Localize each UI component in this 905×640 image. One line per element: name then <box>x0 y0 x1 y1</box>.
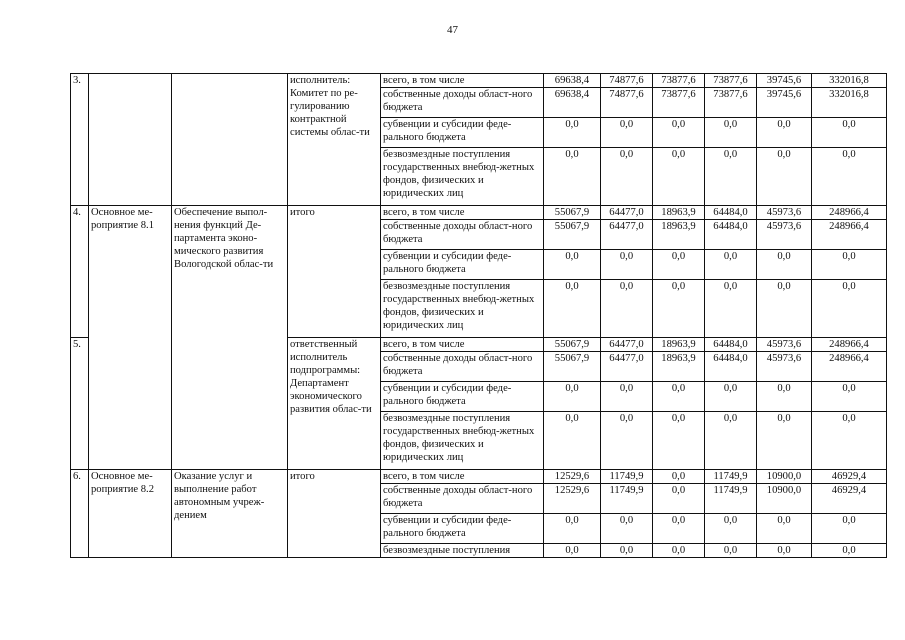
source-label: всего, в том числе <box>381 206 544 220</box>
value-cell: 46929,4 <box>812 470 887 484</box>
value-cell: 64484,0 <box>705 220 757 250</box>
value-cell: 18963,9 <box>653 220 705 250</box>
value-cell: 0,0 <box>653 470 705 484</box>
value-cell: 0,0 <box>601 118 653 148</box>
value-cell: 0,0 <box>653 148 705 206</box>
value-cell: 0,0 <box>757 382 812 412</box>
value-cell: 73877,6 <box>653 74 705 88</box>
value-cell: 45973,6 <box>757 206 812 220</box>
value-cell: 64477,0 <box>601 206 653 220</box>
value-cell: 39745,6 <box>757 88 812 118</box>
value-cell: 332016,8 <box>812 88 887 118</box>
value-cell: 0,0 <box>705 118 757 148</box>
value-cell: 332016,8 <box>812 74 887 88</box>
value-cell: 0,0 <box>601 382 653 412</box>
value-cell: 69638,4 <box>544 88 601 118</box>
value-cell: 248966,4 <box>812 338 887 352</box>
source-label: собственные доходы област-ного бюджета <box>381 220 544 250</box>
source-label: субвенции и субсидии феде-рального бюджета <box>381 514 544 544</box>
source-label: собственные доходы област-ного бюджета <box>381 484 544 514</box>
value-cell: 0,0 <box>601 280 653 338</box>
value-cell: 0,0 <box>812 250 887 280</box>
value-cell: 64477,0 <box>601 220 653 250</box>
value-cell: 0,0 <box>544 148 601 206</box>
source-label: субвенции и субсидии феде-рального бюджета <box>381 382 544 412</box>
value-cell: 74877,6 <box>601 74 653 88</box>
source-label: всего, в том числе <box>381 470 544 484</box>
value-cell: 18963,9 <box>653 352 705 382</box>
source-label: собственные доходы област-ного бюджета <box>381 88 544 118</box>
value-cell: 55067,9 <box>544 338 601 352</box>
value-cell: 0,0 <box>812 514 887 544</box>
source-label: субвенции и субсидии феде-рального бюджета <box>381 250 544 280</box>
row-number: 5. <box>71 338 89 470</box>
executor: ответственный исполнитель подпрограммы: Департамент экономического развития облас-ти <box>288 338 381 470</box>
value-cell: 45973,6 <box>757 338 812 352</box>
value-cell: 12529,6 <box>544 484 601 514</box>
value-cell: 0,0 <box>757 118 812 148</box>
budget-table <box>70 73 887 558</box>
value-cell: 0,0 <box>757 544 812 558</box>
measure-description: Обеспечение выпол-нения функций Де-партамента эконо-мического развития Вологодской облас-ти <box>172 206 288 470</box>
value-cell: 0,0 <box>601 514 653 544</box>
value-cell: 0,0 <box>757 148 812 206</box>
value-cell: 248966,4 <box>812 220 887 250</box>
value-cell: 46929,4 <box>812 484 887 514</box>
value-cell: 0,0 <box>705 514 757 544</box>
value-cell: 55067,9 <box>544 206 601 220</box>
value-cell: 73877,6 <box>653 88 705 118</box>
source-label: безвозмездные поступления государственных внебюд-жетных фондов, физических и юридических лиц <box>381 280 544 338</box>
executor: итого <box>288 206 381 338</box>
value-cell: 11749,9 <box>705 484 757 514</box>
value-cell: 0,0 <box>544 118 601 148</box>
value-cell: 0,0 <box>653 280 705 338</box>
value-cell: 64484,0 <box>705 206 757 220</box>
value-cell: 0,0 <box>653 118 705 148</box>
measure-description: Оказание услуг и выполнение работ автономным учреж-дением <box>172 470 288 558</box>
value-cell: 10900,0 <box>757 484 812 514</box>
value-cell: 74877,6 <box>601 88 653 118</box>
measure-name: Основное ме-роприятие 8.1 <box>89 206 172 470</box>
value-cell: 0,0 <box>812 412 887 470</box>
source-label: безвозмездные поступления государственных внебюд-жетных фондов, физических и юридических лиц <box>381 148 544 206</box>
value-cell: 45973,6 <box>757 352 812 382</box>
value-cell: 0,0 <box>812 382 887 412</box>
measure-description <box>172 74 288 206</box>
source-label: всего, в том числе <box>381 338 544 352</box>
source-label: безвозмездные поступления <box>381 544 544 558</box>
value-cell: 11749,9 <box>601 470 653 484</box>
value-cell: 10900,0 <box>757 470 812 484</box>
value-cell: 0,0 <box>601 412 653 470</box>
source-label: собственные доходы област-ного бюджета <box>381 352 544 382</box>
value-cell: 73877,6 <box>705 74 757 88</box>
value-cell: 0,0 <box>705 544 757 558</box>
value-cell: 0,0 <box>757 412 812 470</box>
value-cell: 0,0 <box>601 148 653 206</box>
value-cell: 0,0 <box>705 412 757 470</box>
value-cell: 69638,4 <box>544 74 601 88</box>
measure-name: Основное ме-роприятие 8.2 <box>89 470 172 558</box>
executor: итого <box>288 470 381 558</box>
value-cell: 0,0 <box>705 280 757 338</box>
value-cell: 11749,9 <box>705 470 757 484</box>
value-cell: 0,0 <box>653 250 705 280</box>
value-cell: 0,0 <box>544 250 601 280</box>
source-label: всего, в том числе <box>381 74 544 88</box>
table-row <box>71 206 887 220</box>
value-cell: 64484,0 <box>705 352 757 382</box>
value-cell: 39745,6 <box>757 74 812 88</box>
value-cell: 0,0 <box>601 544 653 558</box>
value-cell: 64477,0 <box>601 352 653 382</box>
row-number: 3. <box>71 74 89 206</box>
value-cell: 0,0 <box>757 250 812 280</box>
value-cell: 0,0 <box>544 412 601 470</box>
value-cell: 0,0 <box>705 382 757 412</box>
source-label: субвенции и субсидии феде-рального бюджета <box>381 118 544 148</box>
value-cell: 248966,4 <box>812 206 887 220</box>
page-number: 47 <box>447 24 458 36</box>
value-cell: 0,0 <box>653 544 705 558</box>
measure-name <box>89 74 172 206</box>
value-cell: 0,0 <box>812 280 887 338</box>
value-cell: 45973,6 <box>757 220 812 250</box>
value-cell: 0,0 <box>653 382 705 412</box>
value-cell: 0,0 <box>544 280 601 338</box>
executor: исполнитель: Комитет по ре-гулированию контрактной системы облас-ти <box>288 74 381 206</box>
table-row <box>71 74 887 88</box>
value-cell: 12529,6 <box>544 470 601 484</box>
value-cell: 0,0 <box>601 250 653 280</box>
value-cell: 73877,6 <box>705 88 757 118</box>
value-cell: 18963,9 <box>653 338 705 352</box>
value-cell: 0,0 <box>705 250 757 280</box>
value-cell: 55067,9 <box>544 220 601 250</box>
value-cell: 18963,9 <box>653 206 705 220</box>
value-cell: 11749,9 <box>601 484 653 514</box>
value-cell: 0,0 <box>757 280 812 338</box>
row-number: 6. <box>71 470 89 558</box>
value-cell: 0,0 <box>705 148 757 206</box>
row-number: 4. <box>71 206 89 338</box>
value-cell: 0,0 <box>544 544 601 558</box>
value-cell: 0,0 <box>812 544 887 558</box>
source-label: безвозмездные поступления государственных внебюд-жетных фондов, физических и юридических лиц <box>381 412 544 470</box>
value-cell: 248966,4 <box>812 352 887 382</box>
value-cell: 0,0 <box>757 514 812 544</box>
value-cell: 55067,9 <box>544 352 601 382</box>
table-row <box>71 470 887 484</box>
value-cell: 0,0 <box>653 514 705 544</box>
value-cell: 0,0 <box>544 382 601 412</box>
value-cell: 64477,0 <box>601 338 653 352</box>
value-cell: 64484,0 <box>705 338 757 352</box>
value-cell: 0,0 <box>653 484 705 514</box>
value-cell: 0,0 <box>812 148 887 206</box>
value-cell: 0,0 <box>812 118 887 148</box>
value-cell: 0,0 <box>653 412 705 470</box>
value-cell: 0,0 <box>544 514 601 544</box>
